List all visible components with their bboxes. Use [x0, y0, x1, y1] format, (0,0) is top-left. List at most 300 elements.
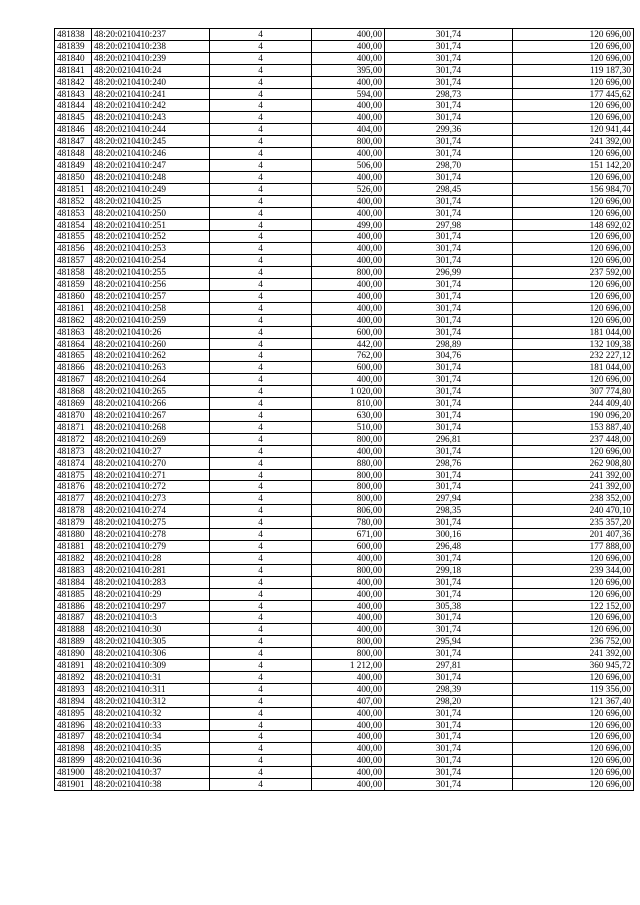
unit-cost-cell: 301,74	[385, 398, 513, 410]
category-cell: 4	[210, 767, 312, 779]
row-id-cell: 481844	[55, 100, 92, 112]
row-id-cell: 481889	[55, 636, 92, 648]
category-cell: 4	[210, 624, 312, 636]
row-id-cell: 481868	[55, 386, 92, 398]
row-id-cell: 481860	[55, 290, 92, 302]
cadastral-number-cell: 48:20:0210410:35	[92, 743, 210, 755]
unit-cost-cell: 301,74	[385, 612, 513, 624]
cadastral-number-cell: 48:20:0210410:32	[92, 707, 210, 719]
area-cell: 400,00	[312, 445, 385, 457]
category-cell: 4	[210, 29, 312, 41]
total-value-cell: 120 696,00	[513, 76, 634, 88]
unit-cost-cell: 301,74	[385, 231, 513, 243]
row-id-cell: 481843	[55, 88, 92, 100]
unit-cost-cell: 301,74	[385, 767, 513, 779]
table-row	[55, 398, 634, 410]
row-id-cell: 481874	[55, 457, 92, 469]
total-value-cell: 120 696,00	[513, 314, 634, 326]
cadastral-number-cell: 48:20:0210410:263	[92, 362, 210, 374]
area-cell: 400,00	[312, 552, 385, 564]
row-id-cell: 481847	[55, 136, 92, 148]
table-row	[55, 695, 634, 707]
table-row	[55, 374, 634, 386]
table-row	[55, 540, 634, 552]
row-id-cell: 481888	[55, 624, 92, 636]
total-value-cell: 241 392,00	[513, 648, 634, 660]
area-cell: 600,00	[312, 362, 385, 374]
category-cell: 4	[210, 731, 312, 743]
unit-cost-cell: 301,74	[385, 374, 513, 386]
category-cell: 4	[210, 64, 312, 76]
table-row	[55, 505, 634, 517]
area-cell: 800,00	[312, 267, 385, 279]
total-value-cell: 148 692,02	[513, 219, 634, 231]
total-value-cell: 120 696,00	[513, 743, 634, 755]
unit-cost-cell: 296,48	[385, 540, 513, 552]
table-row	[55, 588, 634, 600]
total-value-cell: 120 696,00	[513, 302, 634, 314]
row-id-cell: 481880	[55, 529, 92, 541]
category-cell: 4	[210, 76, 312, 88]
area-cell: 499,00	[312, 219, 385, 231]
category-cell: 4	[210, 421, 312, 433]
category-cell: 4	[210, 350, 312, 362]
total-value-cell: 190 096,20	[513, 410, 634, 422]
cadastral-number-cell: 48:20:0210410:244	[92, 124, 210, 136]
cadastral-number-cell: 48:20:0210410:24	[92, 64, 210, 76]
area-cell: 1 020,00	[312, 386, 385, 398]
area-cell: 806,00	[312, 505, 385, 517]
area-cell: 594,00	[312, 88, 385, 100]
table-row	[55, 755, 634, 767]
cadastral-value-table	[54, 28, 634, 791]
cadastral-number-cell: 48:20:0210410:34	[92, 731, 210, 743]
cadastral-number-cell: 48:20:0210410:249	[92, 183, 210, 195]
row-id-cell: 481879	[55, 517, 92, 529]
row-id-cell: 481855	[55, 231, 92, 243]
unit-cost-cell: 301,74	[385, 445, 513, 457]
category-cell: 4	[210, 112, 312, 124]
unit-cost-cell: 301,74	[385, 707, 513, 719]
unit-cost-cell: 301,74	[385, 552, 513, 564]
area-cell: 600,00	[312, 326, 385, 338]
category-cell: 4	[210, 267, 312, 279]
cadastral-number-cell: 48:20:0210410:257	[92, 290, 210, 302]
category-cell: 4	[210, 433, 312, 445]
area-cell: 400,00	[312, 743, 385, 755]
row-id-cell: 481890	[55, 648, 92, 660]
table-row	[55, 243, 634, 255]
table-row	[55, 576, 634, 588]
total-value-cell: 237 448,00	[513, 433, 634, 445]
category-cell: 4	[210, 445, 312, 457]
cadastral-number-cell: 48:20:0210410:262	[92, 350, 210, 362]
total-value-cell: 244 409,40	[513, 398, 634, 410]
area-cell: 400,00	[312, 255, 385, 267]
table-row	[55, 445, 634, 457]
area-cell: 400,00	[312, 612, 385, 624]
table-row	[55, 171, 634, 183]
table-row	[55, 279, 634, 291]
category-cell: 4	[210, 100, 312, 112]
cadastral-number-cell: 48:20:0210410:26	[92, 326, 210, 338]
table-row	[55, 517, 634, 529]
total-value-cell: 177 445,62	[513, 88, 634, 100]
category-cell: 4	[210, 493, 312, 505]
table-row	[55, 660, 634, 672]
area-cell: 400,00	[312, 171, 385, 183]
area-cell: 400,00	[312, 243, 385, 255]
unit-cost-cell: 301,74	[385, 326, 513, 338]
total-value-cell: 120 696,00	[513, 731, 634, 743]
row-id-cell: 481842	[55, 76, 92, 88]
table-row	[55, 612, 634, 624]
category-cell: 4	[210, 219, 312, 231]
table-body	[55, 29, 634, 791]
category-cell: 4	[210, 564, 312, 576]
table-row	[55, 314, 634, 326]
category-cell: 4	[210, 636, 312, 648]
row-id-cell: 481883	[55, 564, 92, 576]
table-row	[55, 731, 634, 743]
total-value-cell: 120 696,00	[513, 588, 634, 600]
row-id-cell: 481846	[55, 124, 92, 136]
unit-cost-cell: 301,74	[385, 779, 513, 791]
table-row	[55, 743, 634, 755]
table-row	[55, 683, 634, 695]
table-row	[55, 88, 634, 100]
area-cell: 762,00	[312, 350, 385, 362]
total-value-cell: 237 592,00	[513, 267, 634, 279]
unit-cost-cell: 300,16	[385, 529, 513, 541]
area-cell: 400,00	[312, 779, 385, 791]
area-cell: 800,00	[312, 136, 385, 148]
area-cell: 600,00	[312, 540, 385, 552]
total-value-cell: 120 696,00	[513, 707, 634, 719]
row-id-cell: 481866	[55, 362, 92, 374]
category-cell: 4	[210, 588, 312, 600]
table-row	[55, 76, 634, 88]
area-cell: 400,00	[312, 683, 385, 695]
unit-cost-cell: 301,74	[385, 279, 513, 291]
cadastral-number-cell: 48:20:0210410:3	[92, 612, 210, 624]
row-id-cell: 481882	[55, 552, 92, 564]
area-cell: 506,00	[312, 159, 385, 171]
area-cell: 400,00	[312, 671, 385, 683]
area-cell: 400,00	[312, 148, 385, 160]
unit-cost-cell: 301,74	[385, 290, 513, 302]
cadastral-number-cell: 48:20:0210410:253	[92, 243, 210, 255]
cadastral-number-cell: 48:20:0210410:29	[92, 588, 210, 600]
total-value-cell: 120 696,00	[513, 779, 634, 791]
table-row	[55, 64, 634, 76]
category-cell: 4	[210, 171, 312, 183]
cadastral-number-cell: 48:20:0210410:312	[92, 695, 210, 707]
unit-cost-cell: 298,20	[385, 695, 513, 707]
category-cell: 4	[210, 660, 312, 672]
row-id-cell: 481865	[55, 350, 92, 362]
table-row	[55, 112, 634, 124]
table-row	[55, 529, 634, 541]
cadastral-number-cell: 48:20:0210410:281	[92, 564, 210, 576]
total-value-cell: 181 044,00	[513, 326, 634, 338]
total-value-cell: 120 696,00	[513, 445, 634, 457]
unit-cost-cell: 297,98	[385, 219, 513, 231]
unit-cost-cell: 301,74	[385, 731, 513, 743]
table-row	[55, 219, 634, 231]
cadastral-number-cell: 48:20:0210410:283	[92, 576, 210, 588]
total-value-cell: 120 696,00	[513, 148, 634, 160]
cadastral-number-cell: 48:20:0210410:36	[92, 755, 210, 767]
cadastral-number-cell: 48:20:0210410:297	[92, 600, 210, 612]
unit-cost-cell: 301,74	[385, 743, 513, 755]
category-cell: 4	[210, 457, 312, 469]
table-row	[55, 231, 634, 243]
cadastral-number-cell: 48:20:0210410:242	[92, 100, 210, 112]
total-value-cell: 120 696,00	[513, 112, 634, 124]
row-id-cell: 481869	[55, 398, 92, 410]
cadastral-number-cell: 48:20:0210410:25	[92, 195, 210, 207]
cadastral-number-cell: 48:20:0210410:27	[92, 445, 210, 457]
unit-cost-cell: 297,94	[385, 493, 513, 505]
category-cell: 4	[210, 755, 312, 767]
row-id-cell: 481896	[55, 719, 92, 731]
unit-cost-cell: 296,99	[385, 267, 513, 279]
table-row	[55, 410, 634, 422]
table-row	[55, 779, 634, 791]
unit-cost-cell: 301,74	[385, 576, 513, 588]
unit-cost-cell: 301,74	[385, 52, 513, 64]
table-row	[55, 136, 634, 148]
cadastral-number-cell: 48:20:0210410:272	[92, 481, 210, 493]
total-value-cell: 156 984,70	[513, 183, 634, 195]
total-value-cell: 120 696,00	[513, 767, 634, 779]
category-cell: 4	[210, 207, 312, 219]
row-id-cell: 481897	[55, 731, 92, 743]
area-cell: 880,00	[312, 457, 385, 469]
unit-cost-cell: 301,74	[385, 243, 513, 255]
table-row	[55, 386, 634, 398]
cadastral-number-cell: 48:20:0210410:238	[92, 40, 210, 52]
category-cell: 4	[210, 88, 312, 100]
table-row	[55, 469, 634, 481]
unit-cost-cell: 301,74	[385, 112, 513, 124]
area-cell: 400,00	[312, 588, 385, 600]
area-cell: 1 212,00	[312, 660, 385, 672]
total-value-cell: 262 908,80	[513, 457, 634, 469]
category-cell: 4	[210, 779, 312, 791]
category-cell: 4	[210, 136, 312, 148]
unit-cost-cell: 301,74	[385, 40, 513, 52]
total-value-cell: 360 945,72	[513, 660, 634, 672]
category-cell: 4	[210, 719, 312, 731]
category-cell: 4	[210, 183, 312, 195]
row-id-cell: 481863	[55, 326, 92, 338]
area-cell: 400,00	[312, 302, 385, 314]
category-cell: 4	[210, 743, 312, 755]
cadastral-number-cell: 48:20:0210410:237	[92, 29, 210, 41]
total-value-cell: 121 367,40	[513, 695, 634, 707]
category-cell: 4	[210, 243, 312, 255]
cadastral-number-cell: 48:20:0210410:278	[92, 529, 210, 541]
area-cell: 780,00	[312, 517, 385, 529]
row-id-cell: 481840	[55, 52, 92, 64]
row-id-cell: 481898	[55, 743, 92, 755]
area-cell: 400,00	[312, 731, 385, 743]
table-row	[55, 350, 634, 362]
table-row	[55, 671, 634, 683]
total-value-cell: 120 696,00	[513, 279, 634, 291]
area-cell: 400,00	[312, 100, 385, 112]
unit-cost-cell: 298,70	[385, 159, 513, 171]
area-cell: 400,00	[312, 52, 385, 64]
row-id-cell: 481895	[55, 707, 92, 719]
row-id-cell: 481862	[55, 314, 92, 326]
cadastral-number-cell: 48:20:0210410:254	[92, 255, 210, 267]
unit-cost-cell: 301,74	[385, 624, 513, 636]
row-id-cell: 481852	[55, 195, 92, 207]
cadastral-number-cell: 48:20:0210410:268	[92, 421, 210, 433]
total-value-cell: 120 696,00	[513, 195, 634, 207]
area-cell: 630,00	[312, 410, 385, 422]
unit-cost-cell: 304,76	[385, 350, 513, 362]
total-value-cell: 120 696,00	[513, 255, 634, 267]
unit-cost-cell: 301,74	[385, 314, 513, 326]
area-cell: 800,00	[312, 433, 385, 445]
cadastral-number-cell: 48:20:0210410:267	[92, 410, 210, 422]
category-cell: 4	[210, 600, 312, 612]
cadastral-number-cell: 48:20:0210410:306	[92, 648, 210, 660]
total-value-cell: 120 696,00	[513, 719, 634, 731]
category-cell: 4	[210, 612, 312, 624]
area-cell: 400,00	[312, 76, 385, 88]
row-id-cell: 481851	[55, 183, 92, 195]
table-row	[55, 124, 634, 136]
row-id-cell: 481871	[55, 421, 92, 433]
cadastral-number-cell: 48:20:0210410:275	[92, 517, 210, 529]
table-row	[55, 290, 634, 302]
category-cell: 4	[210, 338, 312, 350]
category-cell: 4	[210, 255, 312, 267]
table-row	[55, 326, 634, 338]
cadastral-number-cell: 48:20:0210410:250	[92, 207, 210, 219]
total-value-cell: 119 356,00	[513, 683, 634, 695]
category-cell: 4	[210, 469, 312, 481]
row-id-cell: 481853	[55, 207, 92, 219]
area-cell: 800,00	[312, 481, 385, 493]
category-cell: 4	[210, 540, 312, 552]
unit-cost-cell: 298,35	[385, 505, 513, 517]
total-value-cell: 120 696,00	[513, 576, 634, 588]
table-row	[55, 267, 634, 279]
row-id-cell: 481875	[55, 469, 92, 481]
table-row	[55, 148, 634, 160]
row-id-cell: 481891	[55, 660, 92, 672]
category-cell: 4	[210, 52, 312, 64]
unit-cost-cell: 298,76	[385, 457, 513, 469]
row-id-cell: 481870	[55, 410, 92, 422]
table-row	[55, 624, 634, 636]
cadastral-number-cell: 48:20:0210410:274	[92, 505, 210, 517]
unit-cost-cell: 301,74	[385, 481, 513, 493]
category-cell: 4	[210, 302, 312, 314]
total-value-cell: 120 696,00	[513, 755, 634, 767]
unit-cost-cell: 301,74	[385, 386, 513, 398]
cadastral-number-cell: 48:20:0210410:311	[92, 683, 210, 695]
row-id-cell: 481894	[55, 695, 92, 707]
row-id-cell: 481892	[55, 671, 92, 683]
cadastral-number-cell: 48:20:0210410:264	[92, 374, 210, 386]
row-id-cell: 481887	[55, 612, 92, 624]
category-cell: 4	[210, 505, 312, 517]
unit-cost-cell: 295,94	[385, 636, 513, 648]
row-id-cell: 481876	[55, 481, 92, 493]
area-cell: 400,00	[312, 195, 385, 207]
cadastral-number-cell: 48:20:0210410:265	[92, 386, 210, 398]
cadastral-number-cell: 48:20:0210410:243	[92, 112, 210, 124]
area-cell: 400,00	[312, 314, 385, 326]
table-row	[55, 719, 634, 731]
area-cell: 400,00	[312, 719, 385, 731]
table-row	[55, 648, 634, 660]
row-id-cell: 481901	[55, 779, 92, 791]
area-cell: 400,00	[312, 374, 385, 386]
area-cell: 510,00	[312, 421, 385, 433]
total-value-cell: 120 696,00	[513, 671, 634, 683]
total-value-cell: 120 696,00	[513, 40, 634, 52]
unit-cost-cell: 301,74	[385, 302, 513, 314]
cadastral-number-cell: 48:20:0210410:251	[92, 219, 210, 231]
total-value-cell: 120 941,44	[513, 124, 634, 136]
cadastral-number-cell: 48:20:0210410:305	[92, 636, 210, 648]
unit-cost-cell: 298,73	[385, 88, 513, 100]
unit-cost-cell: 298,45	[385, 183, 513, 195]
table-row	[55, 52, 634, 64]
table-row	[55, 255, 634, 267]
unit-cost-cell: 301,74	[385, 648, 513, 660]
unit-cost-cell: 296,81	[385, 433, 513, 445]
total-value-cell: 153 887,40	[513, 421, 634, 433]
total-value-cell: 241 392,00	[513, 481, 634, 493]
row-id-cell: 481873	[55, 445, 92, 457]
row-id-cell: 481848	[55, 148, 92, 160]
category-cell: 4	[210, 695, 312, 707]
category-cell: 4	[210, 148, 312, 160]
unit-cost-cell: 301,74	[385, 469, 513, 481]
unit-cost-cell: 301,74	[385, 671, 513, 683]
category-cell: 4	[210, 410, 312, 422]
row-id-cell: 481893	[55, 683, 92, 695]
row-id-cell: 481867	[55, 374, 92, 386]
category-cell: 4	[210, 648, 312, 660]
total-value-cell: 120 696,00	[513, 624, 634, 636]
total-value-cell: 239 344,00	[513, 564, 634, 576]
cadastral-number-cell: 48:20:0210410:266	[92, 398, 210, 410]
row-id-cell: 481854	[55, 219, 92, 231]
area-cell: 400,00	[312, 40, 385, 52]
total-value-cell: 122 152,00	[513, 600, 634, 612]
total-value-cell: 151 142,20	[513, 159, 634, 171]
unit-cost-cell: 301,74	[385, 76, 513, 88]
table-row	[55, 29, 634, 41]
cadastral-number-cell: 48:20:0210410:271	[92, 469, 210, 481]
total-value-cell: 201 407,36	[513, 529, 634, 541]
area-cell: 800,00	[312, 469, 385, 481]
total-value-cell: 119 187,30	[513, 64, 634, 76]
area-cell: 400,00	[312, 207, 385, 219]
table-row	[55, 100, 634, 112]
row-id-cell: 481856	[55, 243, 92, 255]
